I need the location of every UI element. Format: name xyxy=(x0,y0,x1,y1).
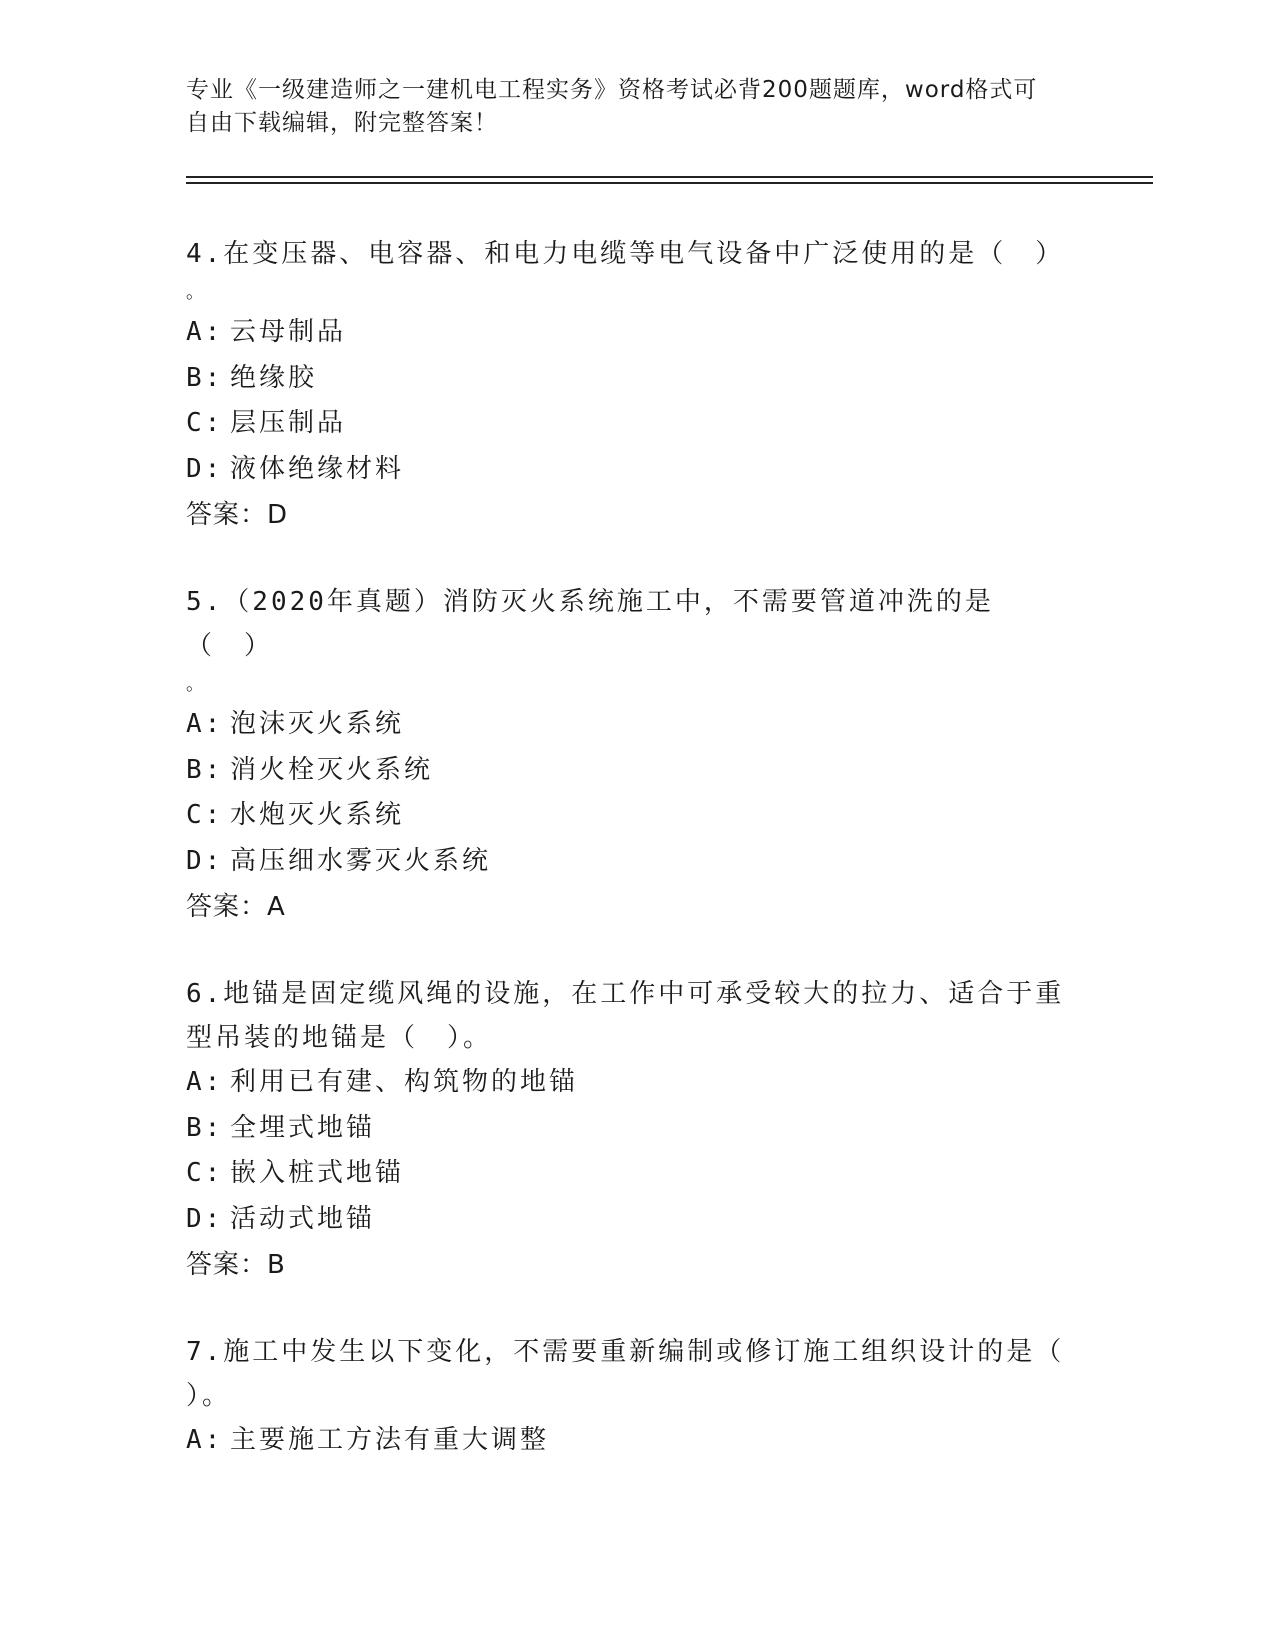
question-stem-text: 5.（2020年真题）消防灭火系统施工中，不需要管道冲洗的是（ ） xyxy=(186,587,994,661)
question-stem xyxy=(186,1330,1066,1418)
question-4 xyxy=(186,232,1066,538)
option-c xyxy=(186,793,1066,839)
option-key: B: xyxy=(186,1112,224,1143)
option-key: A: xyxy=(186,317,224,347)
option-text: 利用已有建、构筑物的地锚 xyxy=(230,1067,579,1097)
question-stem xyxy=(186,972,1066,1060)
option-b xyxy=(186,1106,1066,1152)
option-b xyxy=(186,356,1066,402)
option-text: 泡沫灭火系统 xyxy=(230,709,405,739)
question-stem xyxy=(186,232,1066,310)
question-stem-text: 4.在变压器、电容器、和电力电缆等电气设备中广泛使用的是（ ） xyxy=(186,239,1065,269)
answer-line: 答案：A xyxy=(186,892,286,922)
option-a xyxy=(186,1418,1066,1464)
question-stem-text: 7.施工中发生以下变化，不需要重新编制或修订施工组织设计的是（ xyxy=(186,1337,1065,1367)
option-key: C: xyxy=(186,800,224,830)
header-line-2: 自由下载编辑，附完整答案！ xyxy=(186,110,498,136)
question-stem-text: 6.地锚是固定缆风绳的设施，在工作中可承受较大的拉力、适合于重 xyxy=(186,979,1065,1009)
header-divider-bottom xyxy=(186,182,1153,184)
option-key: D: xyxy=(186,453,224,484)
document-header xyxy=(186,74,1066,140)
question-stem-line-2: ）。 xyxy=(186,1381,232,1411)
question-list xyxy=(186,232,1066,1506)
option-c xyxy=(186,401,1066,447)
question-6 xyxy=(186,972,1066,1288)
header-divider-top xyxy=(186,176,1153,178)
option-text: 嵌入桩式地锚 xyxy=(230,1158,405,1188)
option-a xyxy=(186,1060,1066,1106)
option-key: C: xyxy=(186,1158,224,1188)
header-line-1: 专业《一级建造师之一建机电工程实务》资格考试必背200题题库，word格式可 xyxy=(186,77,1038,103)
question-stem-line-2: 型吊装的地锚是（ ）。 xyxy=(186,1023,493,1053)
option-text: 主要施工方法有重大调整 xyxy=(230,1425,550,1455)
option-b xyxy=(186,748,1066,794)
option-key: A: xyxy=(186,709,224,739)
question-5 xyxy=(186,580,1066,930)
option-d xyxy=(186,1197,1066,1243)
question-stem-tail: 。 xyxy=(186,282,207,303)
option-text: 水炮灭火系统 xyxy=(230,800,405,830)
option-text: 活动式地锚 xyxy=(230,1203,376,1234)
option-text: 云母制品 xyxy=(230,317,347,347)
option-d xyxy=(186,447,1066,493)
option-text: 消火栓灭火系统 xyxy=(230,754,434,785)
option-d xyxy=(186,839,1066,885)
option-key: A: xyxy=(186,1425,224,1455)
question-stem xyxy=(186,580,1066,702)
option-key: C: xyxy=(186,408,224,438)
option-a xyxy=(186,310,1066,356)
option-key: A: xyxy=(186,1067,224,1097)
question-7 xyxy=(186,1330,1066,1464)
option-text: 层压制品 xyxy=(230,408,347,438)
option-a xyxy=(186,702,1066,748)
question-stem-tail: 。 xyxy=(186,674,207,695)
option-text: 高压细水雾灭火系统 xyxy=(230,845,492,876)
option-text: 液体绝缘材料 xyxy=(230,453,405,484)
option-c xyxy=(186,1151,1066,1197)
answer-line: 答案：B xyxy=(186,1250,286,1280)
option-key: D: xyxy=(186,1203,224,1234)
option-key: B: xyxy=(186,754,224,785)
option-text: 全埋式地锚 xyxy=(230,1112,376,1143)
option-text: 绝缘胶 xyxy=(230,362,318,393)
option-key: D: xyxy=(186,845,224,876)
option-key: B: xyxy=(186,362,224,393)
answer-line: 答案：D xyxy=(186,500,289,530)
